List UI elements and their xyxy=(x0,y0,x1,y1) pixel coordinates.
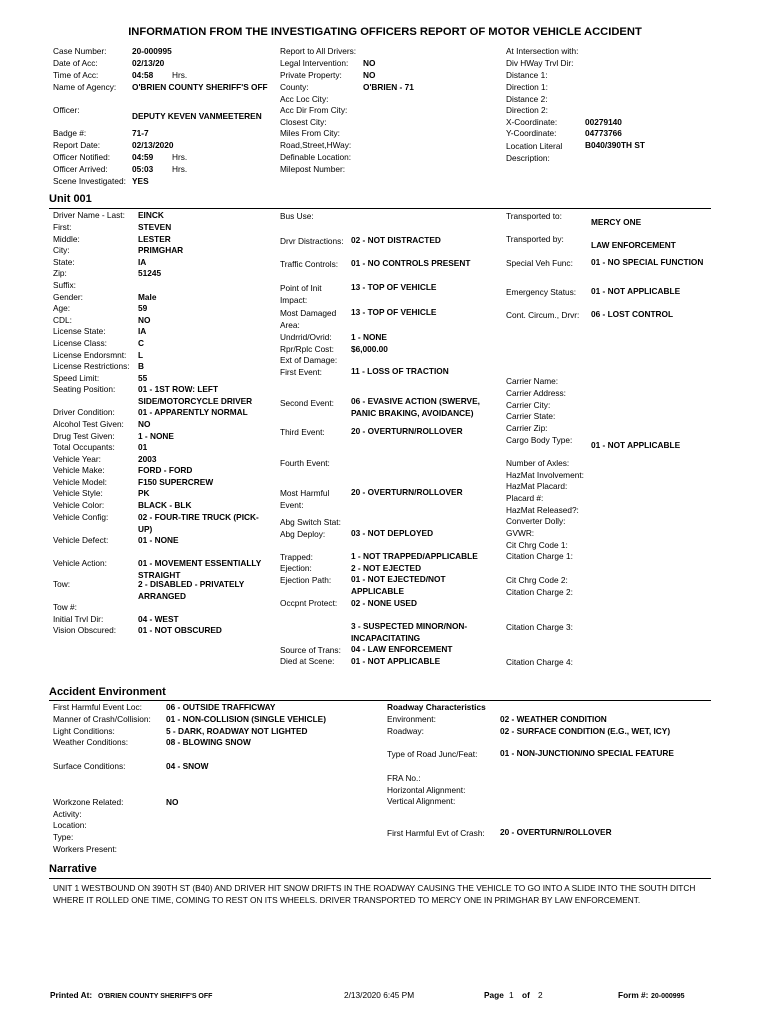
ejection-path-label: Ejection Path: xyxy=(280,575,332,585)
total-occupants-label: Total Occupants: xyxy=(53,442,115,452)
abg-deploy-value: 03 - NOT DEPLOYED xyxy=(351,528,434,538)
narrative-text: UNIT 1 WESTBOUND ON 390TH ST (B40) AND DRIVER HIT SNOW DRIFTS IN THE ROADWAY CAUSING THE VEHICLE TO GO INTO A SLIDE INTO THE SOUTH DITCH WHERE IT ROLLED ONE TIME, COMING TO REST ON ITS WHEELS. DRIVER TRANSPORTED TO MERCY ONE IN PRIMGHAR BY LAW ENFORCEMENT. xyxy=(53,883,696,905)
transported-to-label: Transported to: xyxy=(506,211,562,221)
undrrid-value: 1 - NONE xyxy=(351,332,387,342)
acc-loc-city-label: Acc Loc City: xyxy=(280,94,329,104)
narrative-divider xyxy=(49,878,711,879)
placard-number-label: Placard #: xyxy=(506,493,544,503)
date-of-acc-label: Date of Acc: xyxy=(53,58,98,68)
roadway-value: 02 - SURFACE CONDITION (E.G., WET, ICY) xyxy=(500,726,671,736)
alcohol-test-value: NO xyxy=(138,419,151,429)
officer-notified-label: Officer Notified: xyxy=(53,152,111,162)
first-harmful-evt-label: First Harmful Evt of Crash: xyxy=(387,828,485,838)
report-date-value: 02/13/2020 xyxy=(132,140,174,150)
undrrid-label: Undrrid/Ovrid: xyxy=(280,332,332,342)
first-event-label: First Event: xyxy=(280,367,322,377)
env-value: 02 - WEATHER CONDITION xyxy=(500,714,607,724)
light-conditions-value: 5 - DARK, ROADWAY NOT LIGHTED xyxy=(166,726,308,736)
acc-dir-label: Acc Dir From City: xyxy=(280,105,348,115)
hazmat-placard-label: HazMat Placard: xyxy=(506,481,568,491)
x-coordinate-value: 00279140 xyxy=(585,117,622,127)
hazmat-involvement-label: HazMat Involvement: xyxy=(506,470,584,480)
first-event-value: 11 - LOSS OF TRACTION xyxy=(351,366,449,376)
distractions-value: 02 - NOT DISTRACTED xyxy=(351,235,441,245)
cargo-body-value: 01 - NOT APPLICABLE xyxy=(591,440,681,450)
private-property-value: NO xyxy=(363,70,376,80)
case-number-label: Case Number: xyxy=(53,46,107,56)
drug-test-label: Drug Test Given: xyxy=(53,431,115,441)
print-datetime: 2/13/2020 6:45 PM xyxy=(344,990,415,1000)
gender-label: Gender: xyxy=(53,292,83,302)
vehicle-year-value: 2003 xyxy=(138,454,157,464)
direction1-label: Direction 1: xyxy=(506,82,548,92)
intersection-label: At Intersection with: xyxy=(506,46,579,56)
page-of-label: of xyxy=(522,990,530,1000)
trapped-label: Trapped: xyxy=(280,552,313,562)
ejection-label: Ejection: xyxy=(280,563,312,573)
light-conditions-label: Light Conditions: xyxy=(53,726,115,736)
ext-damage-label: Ext of Damage: xyxy=(280,355,338,365)
unit-divider xyxy=(49,208,711,209)
time-of-acc-unit: Hrs. xyxy=(172,70,188,80)
traffic-controls-label: Traffic Controls: xyxy=(280,259,339,269)
license-endorsement-label: License Endorsmnt: xyxy=(53,350,127,360)
vehicle-defect-label: Vehicle Defect: xyxy=(53,535,109,545)
weather-conditions-value: 08 - BLOWING SNOW xyxy=(166,737,251,747)
vehicle-config-value: 02 - FOUR-TIRE TRUCK (PICK-UP) xyxy=(138,512,259,534)
legal-intervention-value: NO xyxy=(363,58,376,68)
location-literal-value: B040/390TH ST xyxy=(585,140,645,150)
time-of-acc-label: Time of Acc: xyxy=(53,70,99,80)
badge-label: Badge #: xyxy=(53,128,87,138)
tow-label: Tow: xyxy=(53,579,71,589)
speed-limit-label: Speed Limit: xyxy=(53,373,100,383)
officer-value: DEPUTY KEVEN VANMEETEREN xyxy=(132,111,262,121)
driver-last-label: Driver Name - Last: xyxy=(53,210,125,220)
driver-zip-label: Zip: xyxy=(53,268,67,278)
officer-arrived-label: Officer Arrived: xyxy=(53,164,108,174)
second-event-label: Second Event: xyxy=(280,398,334,408)
direction2-label: Direction 2: xyxy=(506,105,548,115)
badge-value: 71-7 xyxy=(132,128,149,138)
emergency-status-value: 01 - NOT APPLICABLE xyxy=(591,286,681,296)
tow-number-label: Tow #: xyxy=(53,602,77,612)
cargo-body-label: Cargo Body Type: xyxy=(506,435,573,445)
form-number-label: Form #: xyxy=(618,990,649,1000)
horizontal-alignment-label: Horizontal Alignment: xyxy=(387,785,466,795)
driver-middle-value: LESTER xyxy=(138,234,171,244)
page-total: 2 xyxy=(538,990,543,1000)
most-damaged-label: Most Damaged Area: xyxy=(280,308,337,330)
env-label: Environment: xyxy=(387,714,436,724)
driver-condition-label: Driver Condition: xyxy=(53,407,115,417)
third-event-value: 20 - OVERTURN/ROLLOVER xyxy=(351,426,463,436)
officer-notified-value: 04:59 xyxy=(132,152,154,162)
license-state-value: IA xyxy=(138,326,147,336)
private-property-label: Private Property: xyxy=(280,70,342,80)
driver-zip-value: 51245 xyxy=(138,268,162,278)
cont-circum-label: Cont. Circum., Drvr: xyxy=(506,310,580,320)
driver-city-label: City: xyxy=(53,245,70,255)
agency-value: O'BRIEN COUNTY SHERIFF'S OFF xyxy=(132,82,268,92)
cont-circum-value: 06 - LOST CONTROL xyxy=(591,309,674,319)
report-to-drivers-label: Report to All Drivers: xyxy=(280,46,357,56)
citation-charge4-label: Citation Charge 4: xyxy=(506,657,573,667)
repair-cost-label: Rpr/Rplc Cost: xyxy=(280,344,334,354)
distance1-label: Distance 1: xyxy=(506,70,548,80)
vehicle-defect-value: 01 - NONE xyxy=(138,535,179,545)
time-of-acc-value: 04:58 xyxy=(132,70,154,80)
road-junc-label: Type of Road Junc/Feat: xyxy=(387,749,478,759)
closest-city-label: Closest City: xyxy=(280,117,327,127)
surface-conditions-label: Surface Conditions: xyxy=(53,761,126,771)
vision-obscured-label: Vision Obscured: xyxy=(53,625,117,635)
vehicle-color-value: BLACK - BLK xyxy=(138,500,192,510)
roadway-characteristics-heading: Roadway Characteristics xyxy=(387,702,486,712)
location-label: Location: xyxy=(53,820,87,830)
page-number: 1 xyxy=(509,990,514,1000)
driver-city-value: PRIMGHAR xyxy=(138,245,184,255)
type-label: Type: xyxy=(53,832,74,842)
total-occupants-value: 01 xyxy=(138,442,148,452)
date-of-acc-value: 02/13/20 xyxy=(132,58,165,68)
vehicle-config-label: Vehicle Config: xyxy=(53,512,109,522)
trapped-value: 1 - NOT TRAPPED/APPLICABLE xyxy=(351,551,478,561)
injury-status-value: 3 - SUSPECTED MINOR/NON-INCAPACITATING xyxy=(351,621,468,643)
cdl-value: NO xyxy=(138,315,151,325)
ejection-path-value: 01 - NOT EJECTED/NOT APPLICABLE xyxy=(351,574,446,596)
printed-at-value: O'BRIEN COUNTY SHERIFF'S OFF xyxy=(98,993,213,1000)
activity-label: Activity: xyxy=(53,809,82,819)
cit-chrg-code2-label: Cit Chrg Code 2: xyxy=(506,575,568,585)
carrier-address-label: Carrier Address: xyxy=(506,388,566,398)
tow-value: 2 - DISABLED - PRIVATELY ARRANGED xyxy=(138,579,245,601)
road-junc-value: 01 - NON-JUNCTION/NO SPECIAL FEATURE xyxy=(500,748,674,758)
citation-charge2-label: Citation Charge 2: xyxy=(506,587,573,597)
distractions-label: Drvr Distractions: xyxy=(280,236,344,246)
county-label: County: xyxy=(280,82,309,92)
environment-heading: Accident Environment xyxy=(49,686,166,698)
surface-conditions-value: 04 - SNOW xyxy=(166,761,209,771)
y-coordinate-label: Y-Coordinate: xyxy=(506,128,557,138)
y-coordinate-value: 04773766 xyxy=(585,128,622,138)
repair-cost-value: $6,000.00 xyxy=(351,344,388,354)
first-harmful-loc-value: 06 - OUTSIDE TRAFFICWAY xyxy=(166,702,276,712)
third-event-label: Third Event: xyxy=(280,427,325,437)
transported-by-value: LAW ENFORCEMENT xyxy=(591,240,676,250)
vehicle-action-value: 01 - MOVEMENT ESSENTIALLY STRAIGHT xyxy=(138,558,262,580)
axles-label: Number of Axles: xyxy=(506,458,570,468)
cit-chrg-code1-label: Cit Chrg Code 1: xyxy=(506,540,568,550)
vehicle-style-label: Vehicle Style: xyxy=(53,488,103,498)
county-value: O'BRIEN - 71 xyxy=(363,82,414,92)
first-harmful-evt-value: 20 - OVERTURN/ROLLOVER xyxy=(500,827,612,837)
died-at-scene-label: Died at Scene: xyxy=(280,656,335,666)
seating-position-label: Seating Position: xyxy=(53,384,116,394)
driver-state-value: IA xyxy=(138,257,147,267)
vehicle-action-label: Vehicle Action: xyxy=(53,558,107,568)
license-restrictions-value: B xyxy=(138,361,144,371)
carrier-zip-label: Carrier Zip: xyxy=(506,423,548,433)
driver-condition-value: 01 - APPARENTLY NORMAL xyxy=(138,407,248,417)
distance2-label: Distance 2: xyxy=(506,94,548,104)
occpnt-protect-label: Occpnt Protect: xyxy=(280,598,338,608)
vehicle-year-label: Vehicle Year: xyxy=(53,454,101,464)
vehicle-make-label: Vehicle Make: xyxy=(53,465,105,475)
workers-present-label: Workers Present: xyxy=(53,844,117,854)
converter-dolly-label: Converter Dolly: xyxy=(506,516,566,526)
speed-limit-value: 55 xyxy=(138,373,148,383)
officer-label: Officer: xyxy=(53,105,80,115)
gvwr-label: GVWR: xyxy=(506,528,535,538)
initial-trvl-dir-label: Initial Trvl Dir: xyxy=(53,614,104,624)
weather-conditions-label: Weather Conditions: xyxy=(53,737,129,747)
driver-suffix-label: Suffix: xyxy=(53,280,76,290)
document-title: INFORMATION FROM THE INVESTIGATING OFFICERS REPORT OF MOTOR VEHICLE ACCIDENT xyxy=(128,26,642,38)
source-of-trans-label: Source of Trans: xyxy=(280,645,341,655)
agency-label: Name of Agency: xyxy=(53,82,117,92)
license-class-label: License Class: xyxy=(53,338,107,348)
initial-trvl-dir-value: 04 - WEST xyxy=(138,614,179,624)
scene-investigated-label: Scene Investigated: xyxy=(53,176,126,186)
license-state-label: License State: xyxy=(53,326,106,336)
source-of-trans-value: 04 - LAW ENFORCEMENT xyxy=(351,644,453,654)
form-number-value: 20-000995 xyxy=(651,993,685,1000)
officer-arrived-unit: Hrs. xyxy=(172,164,188,174)
narrative-heading: Narrative xyxy=(49,863,97,875)
vehicle-model-label: Vehicle Model: xyxy=(53,477,107,487)
legal-intervention-label: Legal Intervention: xyxy=(280,58,349,68)
definable-location-label: Definable Location: xyxy=(280,152,352,162)
transported-by-label: Transported by: xyxy=(506,234,564,244)
bus-use-label: Bus Use: xyxy=(280,211,314,221)
emergency-status-label: Emergency Status: xyxy=(506,287,577,297)
abg-deploy-label: Abg Deploy: xyxy=(280,529,326,539)
gender-value: Male xyxy=(138,292,157,302)
report-date-label: Report Date: xyxy=(53,140,101,150)
abg-switch-label: Abg Switch Stat: xyxy=(280,517,341,527)
license-class-value: C xyxy=(138,338,144,348)
div-hway-label: Div HWay Trvl Dir: xyxy=(506,58,574,68)
fra-no-label: FRA No.: xyxy=(387,773,421,783)
first-harmful-loc-label: First Harmful Event Loc: xyxy=(53,702,142,712)
driver-first-value: STEVEN xyxy=(138,222,172,232)
cdl-label: CDL: xyxy=(53,315,72,325)
workzone-label: Workzone Related: xyxy=(53,797,124,807)
second-event-value: 06 - EVASIVE ACTION (SWERVE, PANIC BRAKING, AVOIDANCE) xyxy=(351,396,480,418)
carrier-state-label: Carrier State: xyxy=(506,411,556,421)
case-number-value: 20-000995 xyxy=(132,46,172,56)
most-damaged-value: 13 - TOP OF VEHICLE xyxy=(351,307,437,317)
manner-of-crash-value: 01 - NON-COLLISION (SINGLE VEHICLE) xyxy=(166,714,326,724)
location-literal-label: Location Literal Description: xyxy=(506,141,563,163)
special-veh-value: 01 - NO SPECIAL FUNCTION xyxy=(591,257,704,267)
driver-middle-label: Middle: xyxy=(53,234,80,244)
vehicle-style-value: PK xyxy=(138,488,150,498)
vision-obscured-value: 01 - NOT OBSCURED xyxy=(138,625,222,635)
driver-last-value: EINCK xyxy=(138,210,164,220)
age-value: 59 xyxy=(138,303,148,313)
workzone-value: NO xyxy=(166,797,179,807)
transported-to-value: MERCY ONE xyxy=(591,217,642,227)
occpnt-protect-value: 02 - NONE USED xyxy=(351,598,417,608)
officer-notified-unit: Hrs. xyxy=(172,152,188,162)
carrier-name-label: Carrier Name: xyxy=(506,376,559,386)
age-label: Age: xyxy=(53,303,71,313)
manner-of-crash-label: Manner of Crash/Collision: xyxy=(53,714,151,724)
most-harmful-label: Most Harmful Event: xyxy=(280,488,330,510)
road-street-label: Road,Street,HWay: xyxy=(280,140,352,150)
milepost-label: Milepost Number: xyxy=(280,164,346,174)
point-of-impact-value: 13 - TOP OF VEHICLE xyxy=(351,282,437,292)
most-harmful-value: 20 - OVERTURN/ROLLOVER xyxy=(351,487,463,497)
miles-from-city-label: Miles From City: xyxy=(280,128,340,138)
drug-test-value: 1 - NONE xyxy=(138,431,174,441)
license-restrictions-label: License Restrictions: xyxy=(53,361,130,371)
hazmat-released-label: HazMat Released?: xyxy=(506,505,579,515)
seating-position-value: 01 - 1ST ROW: LEFT SIDE/MOTORCYCLE DRIVER xyxy=(138,384,253,406)
citation-charge1-label: Citation Charge 1: xyxy=(506,551,573,561)
ejection-value: 2 - NOT EJECTED xyxy=(351,563,422,573)
point-of-impact-label: Point of Init Impact: xyxy=(280,283,322,305)
alcohol-test-label: Alcohol Test Given: xyxy=(53,419,124,429)
died-at-scene-value: 01 - NOT APPLICABLE xyxy=(351,656,441,666)
fourth-event-label: Fourth Event: xyxy=(280,458,330,468)
roadway-label: Roadway: xyxy=(387,726,424,736)
printed-at-label: Printed At: xyxy=(50,990,93,1000)
citation-charge3-label: Citation Charge 3: xyxy=(506,622,573,632)
license-endorsement-value: L xyxy=(138,350,144,360)
special-veh-label: Special Veh Func: xyxy=(506,258,573,268)
carrier-city-label: Carrier City: xyxy=(506,400,551,410)
unit-heading: Unit 001 xyxy=(49,193,92,205)
environment-divider xyxy=(49,700,711,701)
vehicle-color-label: Vehicle Color: xyxy=(53,500,105,510)
vehicle-make-value: FORD - FORD xyxy=(138,465,193,475)
vehicle-model-value: F150 SUPERCREW xyxy=(138,477,214,487)
driver-state-label: State: xyxy=(53,257,75,267)
driver-first-label: First: xyxy=(53,222,72,232)
officer-arrived-value: 05:03 xyxy=(132,164,154,174)
x-coordinate-label: X-Coordinate: xyxy=(506,117,558,127)
traffic-controls-value: 01 - NO CONTROLS PRESENT xyxy=(351,258,471,268)
page-label: Page xyxy=(484,990,504,1000)
scene-investigated-value: YES xyxy=(132,176,149,186)
vertical-alignment-label: Vertical Alignment: xyxy=(387,796,456,806)
